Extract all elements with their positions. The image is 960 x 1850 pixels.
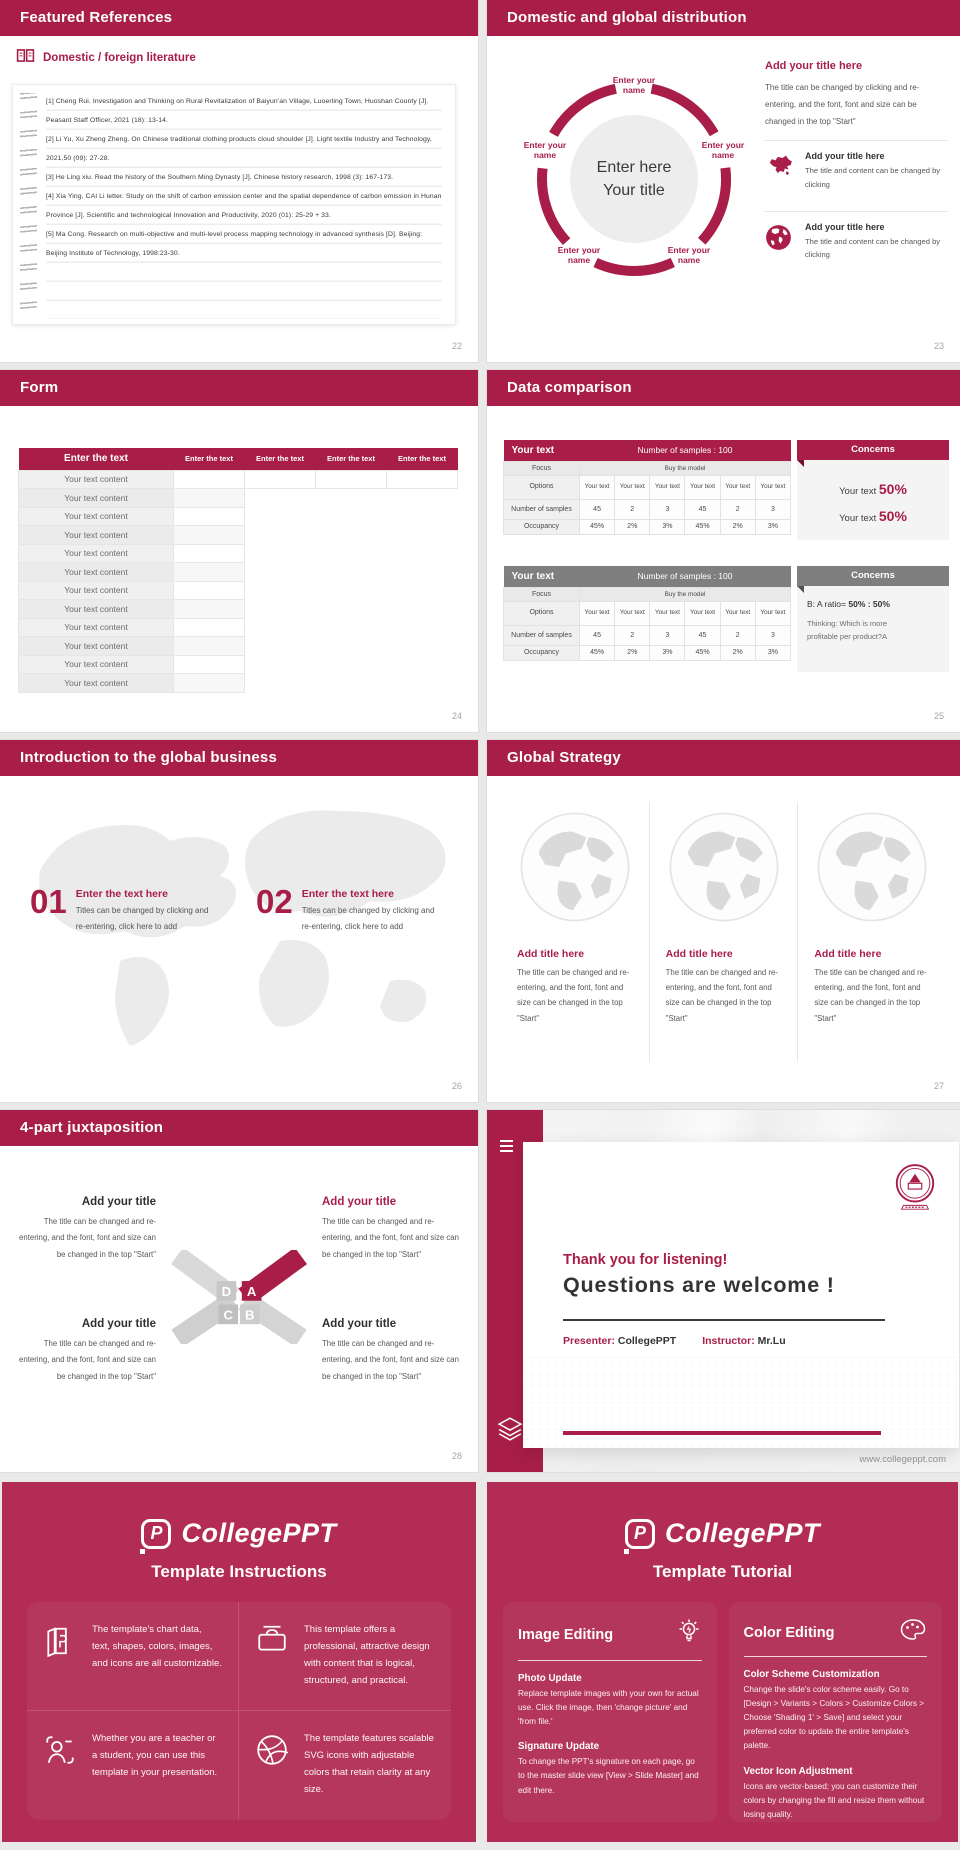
collegeppt-logo xyxy=(487,1482,958,1549)
presenter-value: CollegePPT xyxy=(614,1335,677,1347)
slide-title-bar: Data comparison xyxy=(487,370,960,406)
concern-line: Your text 50% xyxy=(839,481,907,497)
option-cell: Your text xyxy=(615,601,650,625)
diagram-node-label: Enter your name xyxy=(701,139,745,160)
quadrant-bottom-left xyxy=(14,1318,156,1385)
item-heading: Add your title here xyxy=(805,221,885,232)
quadrant-body: The title can be changed and re-entering, and the font, font and size can be changed in the top "Start" xyxy=(322,1217,459,1259)
slide-title-bar: Introduction to the global business xyxy=(0,740,478,776)
instruction-text: This template offers a professional, attractive design with content that is logical, structured, and practical. xyxy=(304,1624,430,1686)
option-cell: Your text xyxy=(755,601,790,625)
column-header: Enter the text xyxy=(19,448,174,470)
gray-globe-icon xyxy=(518,810,632,924)
template-instructions-panel xyxy=(2,1482,476,1842)
empty-cell xyxy=(174,544,245,563)
option-cell: Your text xyxy=(685,475,720,499)
bulb-icon xyxy=(676,1618,702,1651)
empty-cell xyxy=(174,489,245,508)
section-title: Color Scheme Customization xyxy=(743,1669,880,1680)
reference-item: [4] Xia Ying, CAI Li letter. Study on the shift of carbon emission center and the spatial dependence of carbon emission in Hunan Province [J]. Scientific and technological Innovation and Productivity, 2020 (01): 25-29 + 33. xyxy=(46,193,442,219)
page-number: 22 xyxy=(451,341,462,351)
table-row xyxy=(504,475,791,499)
quadrant-body: The title can be changed and re-entering, and the font, font and size can be changed in the top "Start" xyxy=(19,1339,156,1381)
concerns-box-2 xyxy=(797,566,949,672)
letter-a: A xyxy=(246,1284,257,1300)
instruction-text: The template's chart data, text, shapes, colors, images, and icons are all customizable. xyxy=(92,1624,222,1669)
diagram-center-line1: Enter here xyxy=(596,158,672,176)
diagram-node-label: Enter your name xyxy=(523,139,567,160)
strategy-column xyxy=(649,802,798,1062)
value-cell: 2 xyxy=(720,499,755,519)
divider-line xyxy=(563,1319,885,1321)
item-number: 01 xyxy=(30,883,67,920)
page-number: 26 xyxy=(451,1081,462,1091)
world-map-background xyxy=(0,776,478,1102)
quadrant-heading: Add your title xyxy=(322,1196,397,1208)
china-map-icon xyxy=(765,151,795,182)
instructor-value: Mr.Lu xyxy=(754,1335,786,1347)
list-item-domestic xyxy=(765,140,947,201)
value-cell: 3 xyxy=(755,499,790,519)
thank-you-card xyxy=(523,1142,959,1448)
concerns-body xyxy=(797,586,949,672)
column-body: The title can be changed and re-entering, and the font, font and size can be changed in the top "Start" xyxy=(665,968,778,1023)
form-table xyxy=(18,448,458,693)
letter-b: B xyxy=(245,1307,255,1323)
section-body: Replace template images with your own for actual use. Click the image, then 'change picture' and 'from file.' xyxy=(518,1689,699,1727)
template-tutorial-panel xyxy=(487,1482,958,1842)
option-cell: Your text xyxy=(650,601,685,625)
option-cell: Your text xyxy=(580,475,615,499)
row-label-cell: Your text content xyxy=(19,600,174,619)
block-body: The title can be changed by clicking and re-entering, and the font, font and size can be changed in the top "Start" xyxy=(765,83,920,126)
strategy-column xyxy=(797,802,946,1062)
brand-name: CollegePPT xyxy=(664,1518,821,1548)
value-cell: 45% xyxy=(685,519,720,534)
slide-data-comparison xyxy=(487,370,960,732)
section-body: Icons are vector-based; you can customize their colors by changing the fill and resize them without losing quality. xyxy=(743,1781,925,1819)
instructor-label: Instructor: xyxy=(702,1335,755,1347)
column-header: Enter the text xyxy=(245,448,316,470)
card-divider xyxy=(744,1656,928,1657)
value-cell: 3 xyxy=(650,499,685,519)
letter-d: D xyxy=(221,1284,232,1300)
empty-cell xyxy=(174,563,245,582)
gray-globe-icon xyxy=(667,810,781,924)
row-label-cell: Your text content xyxy=(19,655,174,674)
instruction-card xyxy=(239,1602,451,1711)
item-body: Titles can be changed by clicking and re-entering, click here to add xyxy=(301,906,435,932)
reference-list xyxy=(46,92,442,319)
option-cell: Your text xyxy=(615,475,650,499)
value-cell: 3 xyxy=(755,625,790,645)
slide-title-bar: Global Strategy xyxy=(487,740,960,776)
table-row xyxy=(19,489,458,508)
value-cell: 3 xyxy=(650,625,685,645)
table-name-cell: Your text xyxy=(504,566,580,587)
empty-cell xyxy=(245,470,316,489)
table-row xyxy=(19,470,458,489)
school-emblem-logo xyxy=(892,1163,938,1222)
value-cell: 45% xyxy=(685,645,720,660)
table-row xyxy=(504,645,791,660)
item-body: The title and content can be changed by clicking xyxy=(805,236,941,260)
table-row xyxy=(19,655,458,674)
table-row xyxy=(19,600,458,619)
instruction-card xyxy=(239,1711,451,1820)
value-cell: 2% xyxy=(615,519,650,534)
block-heading: Add your title here xyxy=(765,60,863,72)
concerns-header: Concerns xyxy=(797,440,949,460)
value-cell: 45 xyxy=(685,499,720,519)
row-label-cell: Number of samples xyxy=(504,625,580,645)
diagram-center-line2: Your title xyxy=(603,182,665,199)
value-cell: 2% xyxy=(720,519,755,534)
slide-global-business xyxy=(0,740,478,1102)
empty-cell xyxy=(174,618,245,637)
diagram-node-label: Enter your name xyxy=(667,244,711,265)
strategy-column xyxy=(501,802,649,1062)
item-heading: Enter the text here xyxy=(75,888,168,900)
card-heading: Color Editing xyxy=(743,1624,835,1641)
list-item-global xyxy=(765,211,947,272)
table-row xyxy=(19,674,458,693)
row-label-cell: Number of samples xyxy=(504,499,580,519)
reference-item: [2] Li Yu, Xu Zheng Zheng. On Chinese traditional clothing products cloud shoulder [J]. Light textile Industry and Technology, 2021,50 (09): 27-28. xyxy=(46,136,432,162)
section-body: Change the slide's color scheme easily. Go to [Design > Variants > Colors > Customize Colors > Choose 'Shading 1' > Save] and select your preferred color to update the entire template's palette. xyxy=(743,1685,925,1751)
option-cell: Your text xyxy=(755,475,790,499)
section-heading xyxy=(16,48,196,68)
value-cell: 2 xyxy=(615,625,650,645)
row-label-cell: Your text content xyxy=(19,618,174,637)
reference-item: [1] Cheng Rui. Investigation and Thinking on Rural Revitalization of Baiyun'an Village, Luoerling Town, Huoshan County [J]. Peasant Staff Officer, 2021 (18): 13-14. xyxy=(46,98,429,124)
row-label-cell: Your text content xyxy=(19,563,174,582)
table-row xyxy=(504,587,791,601)
logo-badge-icon: P xyxy=(625,1519,655,1549)
section-body: To change the PPT's signature on each page, go to the master slide view [View > Slide Master] and edit there. xyxy=(518,1757,699,1795)
gray-globe-icon xyxy=(815,810,929,924)
slides-icon xyxy=(43,1622,79,1698)
diagram-node-label: Enter your name xyxy=(612,74,656,95)
presenter-line xyxy=(563,1335,786,1347)
palette-icon xyxy=(899,1618,927,1647)
value-cell: 3% xyxy=(755,519,790,534)
value-cell: 45 xyxy=(580,625,615,645)
table-row xyxy=(19,637,458,656)
empty-cell xyxy=(174,674,245,693)
column-body: The title can be changed and re-entering, and the font, font and size can be changed in the top "Start" xyxy=(517,968,630,1023)
section-title: Vector Icon Adjustment xyxy=(743,1765,853,1777)
value-cell: 45% xyxy=(580,645,615,660)
option-cell: Your text xyxy=(685,601,720,625)
table-row xyxy=(19,526,458,545)
empty-cell xyxy=(174,470,245,489)
slide-thank-you xyxy=(487,1110,960,1472)
page-number: 28 xyxy=(451,1451,462,1461)
row-label-cell: Your text content xyxy=(19,637,174,656)
table-header-row xyxy=(19,448,458,470)
concern-line: Your text 50% xyxy=(839,507,907,524)
open-book-icon xyxy=(16,48,35,68)
letter-c: C xyxy=(223,1307,233,1323)
quadrant-heading: Add your title xyxy=(322,1318,397,1330)
table-row xyxy=(19,544,458,563)
item-heading: Enter the text here xyxy=(301,888,394,900)
row-label-cell: Occupancy xyxy=(504,519,580,534)
presenter-label: Presenter: xyxy=(563,1335,615,1347)
thanks-subtitle: Thank you for listening! xyxy=(563,1252,728,1268)
value-cell: 2% xyxy=(615,645,650,660)
instruction-text: The template features scalable SVG icons with adjustable colors that retain clarity at any size. xyxy=(304,1733,434,1795)
option-cell: Your text xyxy=(580,601,615,625)
value-cell: 45 xyxy=(580,499,615,519)
row-label-cell: Your text content xyxy=(19,470,174,489)
column-header: Enter the text xyxy=(316,448,387,470)
quadrant-body: The title can be changed and re-entering, and the font, font and size can be changed in the top "Start" xyxy=(19,1217,156,1259)
quadrant-heading: Add your title xyxy=(81,1196,156,1208)
table-row xyxy=(504,519,791,534)
option-cell: Your text xyxy=(720,475,755,499)
section-title: Photo Update xyxy=(518,1673,582,1684)
row-label-cell: Focus xyxy=(504,461,580,475)
table-row xyxy=(19,507,458,526)
diagram-center xyxy=(570,115,698,243)
table-row xyxy=(504,499,791,519)
panel-title: Template Tutorial xyxy=(652,1562,793,1581)
reference-item: [5] Ma Cong. Research on multi-objective and multi-level process mapping technology in advanced synthesis [D]. Beijing: Beijing Institute of Technology, 1998:23-30. xyxy=(46,231,423,257)
instruction-card xyxy=(27,1602,239,1711)
panel-title: Template Instructions xyxy=(151,1562,327,1581)
value-cell: 2 xyxy=(720,625,755,645)
value-cell: 3% xyxy=(755,645,790,660)
option-cell: Your text xyxy=(650,475,685,499)
thinking-note: Thinking: Which is more profitable per product?A xyxy=(807,619,888,641)
numbered-item-02 xyxy=(256,883,436,936)
empty-cell xyxy=(174,637,245,656)
ratio-line: B: A ratio= 50% : 50% xyxy=(807,599,890,609)
column-body: The title can be changed and re-entering, and the font, font and size can be changed in the top "Start" xyxy=(814,968,927,1023)
row-label-cell: Your text content xyxy=(19,581,174,600)
row-label-cell: Your text content xyxy=(19,674,174,693)
option-cell: Your text xyxy=(720,601,755,625)
slide-featured-references xyxy=(0,0,478,362)
slide-form xyxy=(0,370,478,732)
column-heading: Add title here xyxy=(814,948,882,960)
table-row xyxy=(504,461,791,475)
row-label-cell: Your text content xyxy=(19,544,174,563)
table-name-cell: Your text xyxy=(504,440,580,461)
samples-header-cell: Number of samples : 100 xyxy=(580,566,791,587)
empty-cell xyxy=(174,600,245,619)
value-cell: 3% xyxy=(650,645,685,660)
ribbon-fold xyxy=(797,460,804,467)
instructions-grid xyxy=(27,1602,451,1820)
row-label-cell: Focus xyxy=(504,587,580,601)
globe-icon xyxy=(765,222,795,256)
slide-global-strategy xyxy=(487,740,960,1102)
instruction-card xyxy=(27,1711,239,1820)
concerns-header: Concerns xyxy=(797,566,949,586)
thanks-title: Questions are welcome ! xyxy=(563,1273,835,1297)
card-divider xyxy=(518,1660,702,1661)
slide-title-bar: Form xyxy=(0,370,478,406)
slide-four-part-juxtaposition xyxy=(0,1110,478,1472)
quadrant-body: The title can be changed and re-entering, and the font, font and size can be changed in the top "Start" xyxy=(322,1339,459,1381)
tutorial-card-color-editing xyxy=(729,1602,943,1822)
hamburger-menu-icon xyxy=(500,1140,513,1155)
collegeppt-logo xyxy=(2,1482,476,1549)
table-row xyxy=(19,618,458,637)
distribution-text-column xyxy=(765,60,947,272)
page-number: 23 xyxy=(933,341,944,351)
numbered-item-01 xyxy=(30,883,210,936)
circle-diagram xyxy=(499,44,769,314)
instruction-text: Whether you are a teacher or a student, you can use this template in your presentation. xyxy=(92,1733,218,1778)
item-body: Titles can be changed by clicking and re-entering, click here to add xyxy=(75,906,209,932)
item-number: 02 xyxy=(256,883,293,920)
row-label-cell: Your text content xyxy=(19,489,174,508)
ribbon-fold xyxy=(797,586,804,593)
value-cell: 2% xyxy=(720,645,755,660)
quadrant-top-left xyxy=(14,1196,156,1263)
quadrant-bottom-right xyxy=(322,1318,464,1385)
focus-value-cell: Buy the model xyxy=(580,461,791,475)
concerns-box-1 xyxy=(797,440,949,540)
value-cell: 2 xyxy=(615,499,650,519)
row-label-cell: Your text content xyxy=(19,507,174,526)
column-heading: Add title here xyxy=(665,948,733,960)
table-row xyxy=(504,625,791,645)
card-heading: Image Editing xyxy=(518,1626,614,1643)
page-number: 24 xyxy=(451,711,462,721)
diagram-node-label: Enter your name xyxy=(557,244,601,265)
table-row xyxy=(19,563,458,582)
samples-header-cell: Number of samples : 100 xyxy=(580,440,791,461)
website-url: www.collegeppt.com xyxy=(859,1454,946,1465)
column-header: Enter the text xyxy=(387,448,458,470)
page-number: 27 xyxy=(933,1081,944,1091)
table-row xyxy=(504,601,791,625)
layers-icon xyxy=(497,1417,523,1446)
briefcase-icon xyxy=(255,1622,291,1698)
comparison-table-2 xyxy=(503,566,791,661)
focus-value-cell: Buy the model xyxy=(580,587,791,601)
empty-cell xyxy=(174,581,245,600)
section-heading-label: Domestic / foreign literature xyxy=(43,52,196,64)
page-number: 25 xyxy=(933,711,944,721)
item-body: The title and content can be changed by clicking xyxy=(805,166,941,189)
slide-title-bar: Domestic and global distribution xyxy=(487,0,960,36)
empty-cell xyxy=(174,655,245,674)
spiral-binding xyxy=(20,93,37,316)
empty-cell xyxy=(316,470,387,489)
row-label-cell: Your text content xyxy=(19,526,174,545)
table-row xyxy=(19,581,458,600)
value-cell: 45% xyxy=(580,519,615,534)
reference-item: [3] He Ling xiu. Read the history of the Southern Ming Dynasty [J]. Chinese history research, 1998 (3): 167-173. xyxy=(46,174,394,181)
slide-title-bar: Featured References xyxy=(0,0,478,36)
column-header: Enter the text xyxy=(174,448,245,470)
quadrant-heading: Add your title xyxy=(81,1318,156,1330)
accent-underline xyxy=(563,1431,881,1435)
table-header-row xyxy=(504,440,791,461)
slide-domestic-global-distribution xyxy=(487,0,960,362)
dribbble-icon xyxy=(255,1731,291,1808)
section-title: Signature Update xyxy=(518,1741,600,1753)
column-heading: Add title here xyxy=(517,948,585,960)
empty-cell xyxy=(174,526,245,545)
value-cell: 3% xyxy=(650,519,685,534)
x-ribbon-graphic xyxy=(164,1250,314,1344)
brand-name: CollegePPT xyxy=(181,1518,337,1548)
row-label-cell: Options xyxy=(504,475,580,499)
table-header-row xyxy=(504,566,791,587)
concerns-body xyxy=(797,460,949,540)
row-label-cell: Options xyxy=(504,601,580,625)
empty-cell xyxy=(174,507,245,526)
row-label-cell: Occupancy xyxy=(504,645,580,660)
value-cell: 45 xyxy=(685,625,720,645)
comparison-table-1 xyxy=(503,440,791,535)
quadrant-top-right xyxy=(322,1196,464,1263)
logo-badge-icon: P xyxy=(141,1519,171,1549)
reference-notepad xyxy=(12,84,456,325)
item-heading: Add your title here xyxy=(805,151,885,162)
empty-cell xyxy=(387,470,458,489)
slide-title-bar: 4-part juxtaposition xyxy=(0,1110,478,1146)
teacher-icon xyxy=(43,1731,79,1808)
tutorial-card-image-editing xyxy=(503,1602,717,1822)
